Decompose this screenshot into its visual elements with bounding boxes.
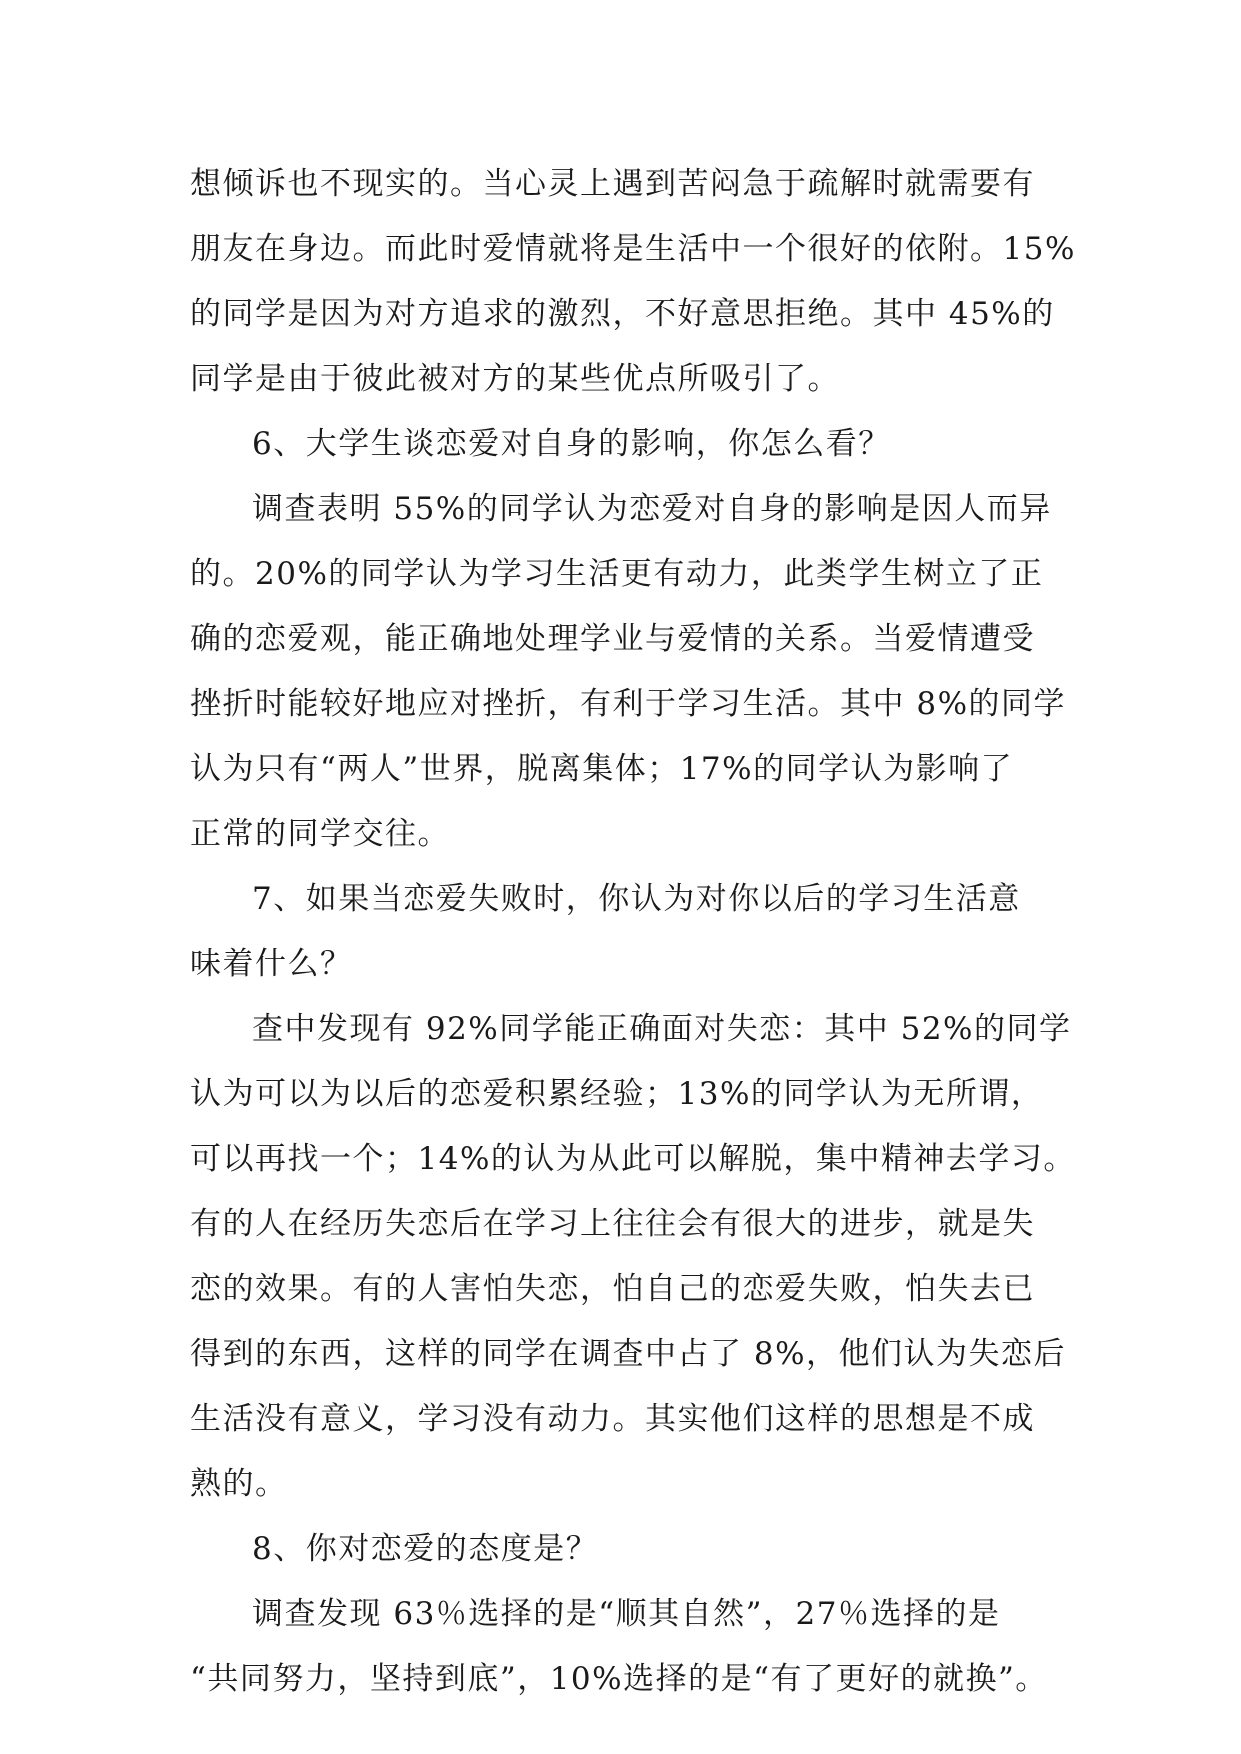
text-line: 得到的东西，这样的同学在调查中占了 8%，他们认为失恋后 [190, 1336, 1067, 1372]
text-line: 同学是由于彼此被对方的某些优点所吸引了。 [190, 361, 840, 397]
text-line: 的。20%的同学认为学习生活更有动力，此类学生树立了正 [190, 556, 1044, 592]
text-line: 正常的同学交往。 [190, 816, 450, 852]
text-line: 的同学是因为对方追求的激烈，不好意思拒绝。其中 45%的 [190, 296, 1055, 332]
text-line: “共同努力，坚持到底”，10%选择的是“有了更好的就换”。 [190, 1661, 1048, 1697]
text-line: 朋友在身边。而此时爱情就将是生活中一个很好的依附。15% [190, 231, 1076, 267]
text-line: 想倾诉也不现实的。当心灵上遇到苦闷急于疏解时就需要有 [190, 166, 1035, 202]
text-line: 6、大学生谈恋爱对自身的影响，你怎么看？ [252, 426, 891, 462]
text-line: 7、如果当恋爱失败时，你认为对你以后的学习生活意 [252, 881, 1021, 917]
text-line: 确的恋爱观，能正确地处理学业与爱情的关系。当爱情遭受 [190, 621, 1035, 657]
text-line: 认为只有“两人”世界，脱离集体；17%的同学认为影响了 [190, 751, 1014, 787]
text-line: 可以再找一个；14%的认为从此可以解脱，集中精神去学习。 [190, 1141, 1076, 1177]
text-line: 有的人在经历失恋后在学习上往往会有很大的进步，就是失 [190, 1206, 1035, 1242]
text-line: 调查表明 55%的同学认为恋爱对自身的影响是因人而异 [252, 491, 1052, 527]
text-line: 生活没有意义，学习没有动力。其实他们这样的思想是不成 [190, 1401, 1035, 1437]
text-line: 熟的。 [190, 1466, 288, 1502]
document-body [190, 152, 1076, 1712]
text-line: 恋的效果。有的人害怕失恋，怕自己的恋爱失败，怕失去已 [190, 1271, 1035, 1307]
text-line: 认为可以为以后的恋爱积累经验；13%的同学认为无所谓， [190, 1076, 1044, 1112]
text-line: 挫折时能较好地应对挫折，有利于学习生活。其中 8%的同学 [190, 686, 1067, 722]
text-line: 调查发现 63％选择的是“顺其自然”，27％选择的是 [252, 1596, 1001, 1632]
text-line: 查中发现有 92%同学能正确面对失恋：其中 52%的同学 [252, 1011, 1072, 1047]
text-line: 味着什么？ [190, 946, 353, 982]
text-line: 8、你对恋爱的态度是？ [252, 1531, 599, 1567]
